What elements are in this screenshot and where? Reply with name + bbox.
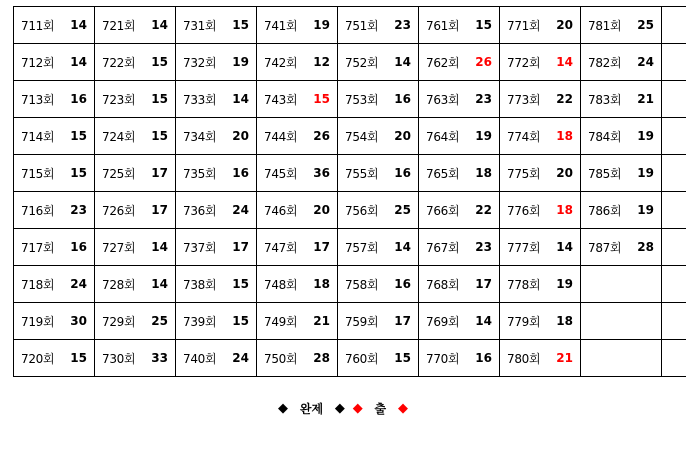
draw-label: 720회 (21, 351, 55, 366)
draw-label: 771회 (507, 18, 541, 33)
draw-label: 758회 (345, 277, 379, 292)
draw-value: 22 (556, 92, 573, 106)
table-cell (257, 7, 338, 44)
table-cell-empty (662, 7, 686, 44)
draw-label: 737회 (183, 240, 217, 255)
table-cell (176, 118, 257, 155)
draw-label: 765회 (426, 166, 460, 181)
table-cell (419, 229, 500, 266)
draw-value: 18 (556, 129, 573, 143)
table-cell-empty (581, 266, 662, 303)
draw-value: 21 (637, 92, 654, 106)
draw-value: 14 (475, 314, 492, 328)
draw-label: 729회 (102, 314, 136, 329)
table-cell (500, 266, 581, 303)
table-cell (176, 303, 257, 340)
draw-value: 14 (232, 92, 249, 106)
table-cell-empty (662, 266, 686, 303)
draw-label: 728회 (102, 277, 136, 292)
draw-label: 718회 (21, 277, 55, 292)
draw-value: 18 (475, 166, 492, 180)
table-cell (419, 192, 500, 229)
table-row (14, 266, 686, 303)
draw-value: 20 (232, 129, 249, 143)
draw-value: 12 (313, 55, 330, 69)
table-cell-empty (662, 229, 686, 266)
draw-value: 15 (70, 351, 87, 365)
table-cell (95, 340, 176, 377)
table-cell (257, 340, 338, 377)
table-cell (257, 155, 338, 192)
table-cell (14, 340, 95, 377)
draw-label: 715회 (21, 166, 55, 181)
table-cell (257, 44, 338, 81)
draw-value: 19 (637, 203, 654, 217)
table-row (14, 192, 686, 229)
table-row (14, 155, 686, 192)
draw-value: 24 (637, 55, 654, 69)
draw-label: 780회 (507, 351, 541, 366)
draw-label: 750회 (264, 351, 298, 366)
draw-label: 734회 (183, 129, 217, 144)
draw-label: 749회 (264, 314, 298, 329)
draw-value: 17 (151, 166, 168, 180)
draw-value: 14 (556, 240, 573, 254)
table-cell (14, 303, 95, 340)
draw-value: 26 (313, 129, 330, 143)
draw-value: 17 (151, 203, 168, 217)
table-cell (257, 192, 338, 229)
draw-value: 15 (151, 92, 168, 106)
draw-label: 769회 (426, 314, 460, 329)
table-body (14, 7, 686, 377)
table-cell (14, 118, 95, 155)
draw-label: 757회 (345, 240, 379, 255)
draw-value: 20 (313, 203, 330, 217)
table-cell (581, 229, 662, 266)
draw-value: 22 (475, 203, 492, 217)
draw-label: 753회 (345, 92, 379, 107)
draw-label: 745회 (264, 166, 298, 181)
draw-label: 747회 (264, 240, 298, 255)
draw-value: 20 (556, 166, 573, 180)
draw-value: 15 (232, 18, 249, 32)
draw-value: 21 (313, 314, 330, 328)
results-grid-container (13, 6, 673, 377)
table-cell (338, 229, 419, 266)
table-cell (95, 229, 176, 266)
draw-value: 14 (70, 55, 87, 69)
legend-label-out: 출 (374, 402, 387, 416)
table-cell (419, 340, 500, 377)
draw-value: 24 (232, 351, 249, 365)
draw-value: 14 (151, 240, 168, 254)
diamond-black-icon-2: ◆ (334, 401, 345, 416)
draw-value: 18 (556, 314, 573, 328)
draw-label: 716회 (21, 203, 55, 218)
draw-label: 732회 (183, 55, 217, 70)
draw-value: 15 (313, 92, 330, 106)
draw-value: 28 (637, 240, 654, 254)
draw-value: 14 (394, 55, 411, 69)
table-cell (14, 44, 95, 81)
table-row (14, 340, 686, 377)
draw-value: 17 (232, 240, 249, 254)
table-cell (257, 303, 338, 340)
draw-label: 719회 (21, 314, 55, 329)
draw-label: 722회 (102, 55, 136, 70)
draw-value: 15 (394, 351, 411, 365)
draw-label: 727회 (102, 240, 136, 255)
draw-value: 26 (475, 55, 492, 69)
draw-label: 781회 (588, 18, 622, 33)
draw-value: 16 (394, 166, 411, 180)
table-cell (176, 81, 257, 118)
draw-value: 18 (313, 277, 330, 291)
table-cell (95, 266, 176, 303)
draw-label: 738회 (183, 277, 217, 292)
draw-value: 24 (232, 203, 249, 217)
draw-value: 24 (70, 277, 87, 291)
draw-value: 15 (151, 55, 168, 69)
table-cell (581, 118, 662, 155)
draw-label: 767회 (426, 240, 460, 255)
table-cell (500, 118, 581, 155)
draw-value: 15 (232, 277, 249, 291)
draw-label: 721회 (102, 18, 136, 33)
draw-label: 756회 (345, 203, 379, 218)
legend-label-complete: 완제 (299, 402, 324, 416)
draw-label: 779회 (507, 314, 541, 329)
table-cell-empty (662, 81, 686, 118)
draw-value: 33 (151, 351, 168, 365)
table-row (14, 7, 686, 44)
table-cell (338, 118, 419, 155)
table-cell (176, 192, 257, 229)
table-cell (581, 44, 662, 81)
draw-label: 742회 (264, 55, 298, 70)
draw-label: 735회 (183, 166, 217, 181)
draw-value: 19 (313, 18, 330, 32)
table-cell (338, 44, 419, 81)
draw-value: 18 (556, 203, 573, 217)
draw-label: 768회 (426, 277, 460, 292)
table-cell (257, 81, 338, 118)
draw-label: 761회 (426, 18, 460, 33)
table-cell (500, 229, 581, 266)
table-cell (14, 155, 95, 192)
table-cell (419, 266, 500, 303)
table-cell (95, 7, 176, 44)
table-row (14, 44, 686, 81)
draw-value: 16 (232, 166, 249, 180)
draw-label: 746회 (264, 203, 298, 218)
draw-label: 777회 (507, 240, 541, 255)
draw-label: 764회 (426, 129, 460, 144)
table-cell (419, 155, 500, 192)
draw-label: 740회 (183, 351, 217, 366)
draw-value: 19 (475, 129, 492, 143)
table-cell (95, 303, 176, 340)
draw-value: 20 (394, 129, 411, 143)
table-cell (95, 155, 176, 192)
table-cell (338, 81, 419, 118)
draw-value: 17 (394, 314, 411, 328)
table-cell (95, 118, 176, 155)
table-cell (14, 192, 95, 229)
table-cell (500, 44, 581, 81)
draw-value: 23 (394, 18, 411, 32)
draw-label: 784회 (588, 129, 622, 144)
draw-label: 751회 (345, 18, 379, 33)
table-row (14, 81, 686, 118)
table-row (14, 229, 686, 266)
table-cell (95, 192, 176, 229)
draw-value: 36 (313, 166, 330, 180)
table-cell (338, 7, 419, 44)
table-cell (581, 192, 662, 229)
table-cell-empty (581, 303, 662, 340)
draw-value: 19 (232, 55, 249, 69)
draw-label: 786회 (588, 203, 622, 218)
draw-label: 773회 (507, 92, 541, 107)
draw-label: 733회 (183, 92, 217, 107)
draw-value: 14 (70, 18, 87, 32)
draw-value: 16 (394, 277, 411, 291)
draw-value: 15 (151, 129, 168, 143)
diamond-black-icon-1: ◆ (278, 401, 289, 416)
draw-label: 778회 (507, 277, 541, 292)
table-cell (338, 192, 419, 229)
table-cell (338, 303, 419, 340)
draw-value: 25 (394, 203, 411, 217)
table-cell (581, 81, 662, 118)
draw-label: 724회 (102, 129, 136, 144)
legend (0, 400, 686, 417)
table-cell (176, 155, 257, 192)
draw-label: 770회 (426, 351, 460, 366)
table-cell (581, 7, 662, 44)
draw-value: 16 (475, 351, 492, 365)
table-cell (500, 155, 581, 192)
draw-value: 15 (70, 166, 87, 180)
table-cell (419, 81, 500, 118)
table-row (14, 118, 686, 155)
table-cell (257, 118, 338, 155)
table-cell (257, 229, 338, 266)
draw-label: 711회 (21, 18, 55, 33)
draw-label: 752회 (345, 55, 379, 70)
table-cell (14, 81, 95, 118)
draw-label: 787회 (588, 240, 622, 255)
table-cell (14, 266, 95, 303)
draw-label: 754회 (345, 129, 379, 144)
table-cell-empty (662, 44, 686, 81)
draw-value: 15 (70, 129, 87, 143)
draw-label: 723회 (102, 92, 136, 107)
draw-value: 19 (637, 166, 654, 180)
table-cell (500, 7, 581, 44)
diamond-red-icon-2: ◆ (397, 401, 408, 416)
draw-label: 743회 (264, 92, 298, 107)
table-cell-empty (662, 118, 686, 155)
draw-label: 759회 (345, 314, 379, 329)
table-cell (338, 266, 419, 303)
draw-label: 776회 (507, 203, 541, 218)
table-cell-empty (662, 340, 686, 377)
draw-label: 736회 (183, 203, 217, 218)
draw-value: 14 (151, 18, 168, 32)
draw-value: 17 (475, 277, 492, 291)
draw-label: 731회 (183, 18, 217, 33)
draw-label: 766회 (426, 203, 460, 218)
table-cell (500, 340, 581, 377)
table-cell (176, 266, 257, 303)
table-cell (338, 155, 419, 192)
table-cell (95, 44, 176, 81)
draw-label: 712회 (21, 55, 55, 70)
draw-value: 14 (556, 55, 573, 69)
table-cell (419, 7, 500, 44)
draw-label: 726회 (102, 203, 136, 218)
draw-label: 739회 (183, 314, 217, 329)
table-cell (581, 155, 662, 192)
table-cell (176, 7, 257, 44)
draw-value: 20 (556, 18, 573, 32)
draw-label: 755회 (345, 166, 379, 181)
table-cell (419, 44, 500, 81)
table-cell (176, 340, 257, 377)
draw-label: 741회 (264, 18, 298, 33)
table-cell (14, 229, 95, 266)
draw-value: 28 (313, 351, 330, 365)
draw-value: 25 (151, 314, 168, 328)
draw-value: 16 (394, 92, 411, 106)
table-cell (257, 266, 338, 303)
table-row (14, 303, 686, 340)
table-cell-empty (581, 340, 662, 377)
draw-label: 783회 (588, 92, 622, 107)
draw-value: 15 (475, 18, 492, 32)
draw-value: 14 (394, 240, 411, 254)
draw-value: 14 (151, 277, 168, 291)
table-cell (500, 303, 581, 340)
draw-value: 19 (637, 129, 654, 143)
draw-value: 23 (475, 240, 492, 254)
draw-value: 23 (70, 203, 87, 217)
draw-label: 717회 (21, 240, 55, 255)
draw-value: 19 (556, 277, 573, 291)
draw-label: 713회 (21, 92, 55, 107)
table-cell (95, 81, 176, 118)
draw-value: 23 (475, 92, 492, 106)
draw-label: 772회 (507, 55, 541, 70)
draw-value: 16 (70, 240, 87, 254)
draw-value: 21 (556, 351, 573, 365)
table-cell (176, 44, 257, 81)
draw-label: 744회 (264, 129, 298, 144)
draw-label: 725회 (102, 166, 136, 181)
diamond-red-icon-1: ◆ (352, 401, 363, 416)
draw-label: 730회 (102, 351, 136, 366)
table-cell (500, 81, 581, 118)
draw-label: 714회 (21, 129, 55, 144)
draw-value: 25 (637, 18, 654, 32)
table-cell (419, 303, 500, 340)
draw-label: 782회 (588, 55, 622, 70)
table-cell (419, 118, 500, 155)
table-cell-empty (662, 192, 686, 229)
table-cell (500, 192, 581, 229)
draw-label: 760회 (345, 351, 379, 366)
table-cell (176, 229, 257, 266)
draw-label: 785회 (588, 166, 622, 181)
draw-label: 774회 (507, 129, 541, 144)
table-cell (338, 340, 419, 377)
draw-value: 17 (313, 240, 330, 254)
table-cell-empty (662, 155, 686, 192)
draw-value: 30 (70, 314, 87, 328)
table-cell (14, 7, 95, 44)
draw-label: 762회 (426, 55, 460, 70)
draw-value: 16 (70, 92, 87, 106)
draw-label: 748회 (264, 277, 298, 292)
results-table (13, 6, 686, 377)
draw-value: 15 (232, 314, 249, 328)
draw-label: 763회 (426, 92, 460, 107)
draw-label: 775회 (507, 166, 541, 181)
table-cell-empty (662, 303, 686, 340)
